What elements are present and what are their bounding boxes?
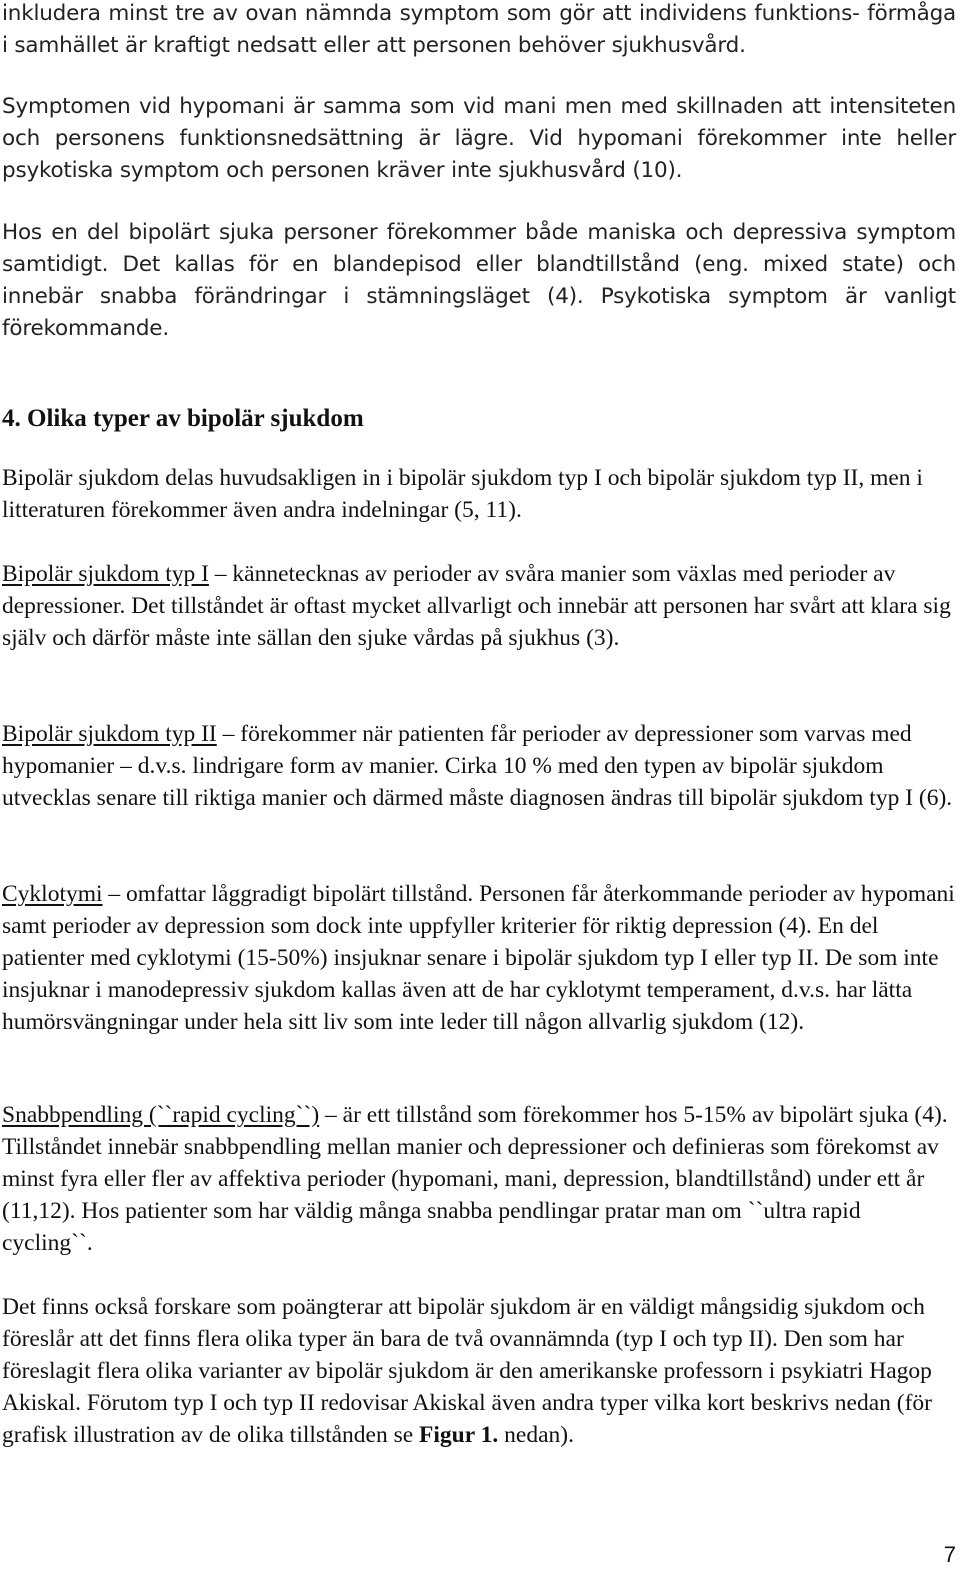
paragraph-akiskal-tail: nedan). (498, 1422, 574, 1448)
paragraph-blandepisod (2, 217, 956, 345)
paragraph-typ2-text: – förekommer när patienten får perioder av depressioner som varvas med hypomanier – d.v.s. lindrigare form av manier. Cirka 10 % med den typen av bipolär sjukdom utvecklas senare till riktiga manier och därmed måste diagnosen ändras till bipolär sjukdom typ I (6). (2, 721, 953, 811)
paragraph-intro-text: inkludera minst tre av ovan nämnda symptom som gör att individens funktions- förmåga i samhället är kraftigt nedsatt eller att personen behöver sjukhusvård. (2, 1, 956, 58)
section-heading: 4. Olika typer av bipolär sjukdom (2, 405, 364, 432)
paragraph-snabbpendling-text: – är ett tillstånd som förekommer hos 5-15% av bipolärt sjuka (4). Tillståndet innebär snabbpendling mellan manier och depressioner och definieras som förekomst av minst fyra eller fler av affektiva perioder (hypomani, mani, depression, blandtillstånd) under ett år (11,12). Hos patienter som har väldig många snabba pendlingar pratar man om ``ultra rapid cycling``. (2, 1102, 948, 1256)
paragraph-intro (2, 0, 956, 62)
paragraph-typ2 (2, 718, 956, 814)
paragraph-typ1 (2, 558, 956, 654)
term-cyklotymi: Cyklotymi (2, 881, 103, 907)
paragraph-blandepisod-text: Hos en del bipolärt sjuka personer förekommer både maniska och depressiva symptom samtidigt. Det kallas för en blandepisod eller blandtillstånd (eng. mixed state) och innebär snabba förändringar i stämningsläget (4). Psykotiska symptom är vanligt förekommande. (2, 220, 956, 341)
paragraph-hypomani-text: Symptomen vid hypomani är samma som vid mani men med skillnaden att intensiteten och personens funktionsnedsättning är lägre. Vid hypomani förekommer inte heller psykotiska symptom och personen kräver inte sjukhusvård (10). (2, 94, 956, 183)
figure-reference: Figur 1. (419, 1422, 499, 1448)
page-number: 7 (943, 1542, 956, 1567)
paragraph-typ1-text: – kännetecknas av perioder av svåra manier som växlas med perioder av depressioner. Det tillståndet är oftast mycket allvarligt och innebär att personen har svårt att klara sig själv och därför måste inte sällan den sjuke vårdas på sjukhus (3). (2, 561, 951, 651)
paragraph-hypomani (2, 91, 956, 187)
paragraph-overview-text: Bipolär sjukdom delas huvudsakligen in i bipolär sjukdom typ I och bipolär sjukdom typ II, men i litteraturen förekommer även andra indelningar (5, 11). (2, 465, 923, 523)
paragraph-snabbpendling (2, 1099, 956, 1259)
paragraph-akiskal-text: Det finns också forskare som poängterar att bipolär sjukdom är en väldigt mångsidig sjukdom och föreslår att det finns flera olika typer än bara de två ovannämnda (typ I och typ II). Den som har föreslagit flera olika varianter av bipolär sjukdom är den amerikanske professorn i psykiatri Hagop Akiskal. Förutom typ I och typ II redovisar Akiskal även andra typer vilka kort beskrivs nedan (för grafisk illustration av de olika tillstånden se (2, 1294, 932, 1448)
paragraph-cyklotymi (2, 878, 956, 1038)
term-typ1: Bipolär sjukdom typ I (2, 561, 209, 587)
paragraph-akiskal (2, 1291, 956, 1451)
paragraph-cyklotymi-text: – omfattar låggradigt bipolärt tillstånd. Personen får återkommande perioder av hypomani samt perioder av depression som dock inte uppfyller kriterier för riktig depression (4). En del patienter med cyklotymi (15-50%) insjuknar senare i bipolär sjukdom typ I eller typ II. De som inte insjuknar i manodepressiv sjukdom kallas även att de har cyklotymt temperament, d.v.s. har lätta humörsvängningar under hela sitt liv som inte leder till någon allvarlig sjukdom (12). (2, 881, 955, 1035)
paragraph-overview (2, 462, 956, 526)
term-typ2: Bipolär sjukdom typ II (2, 721, 217, 747)
term-snabbpendling: Snabbpendling (``rapid cycling``) (2, 1102, 320, 1128)
